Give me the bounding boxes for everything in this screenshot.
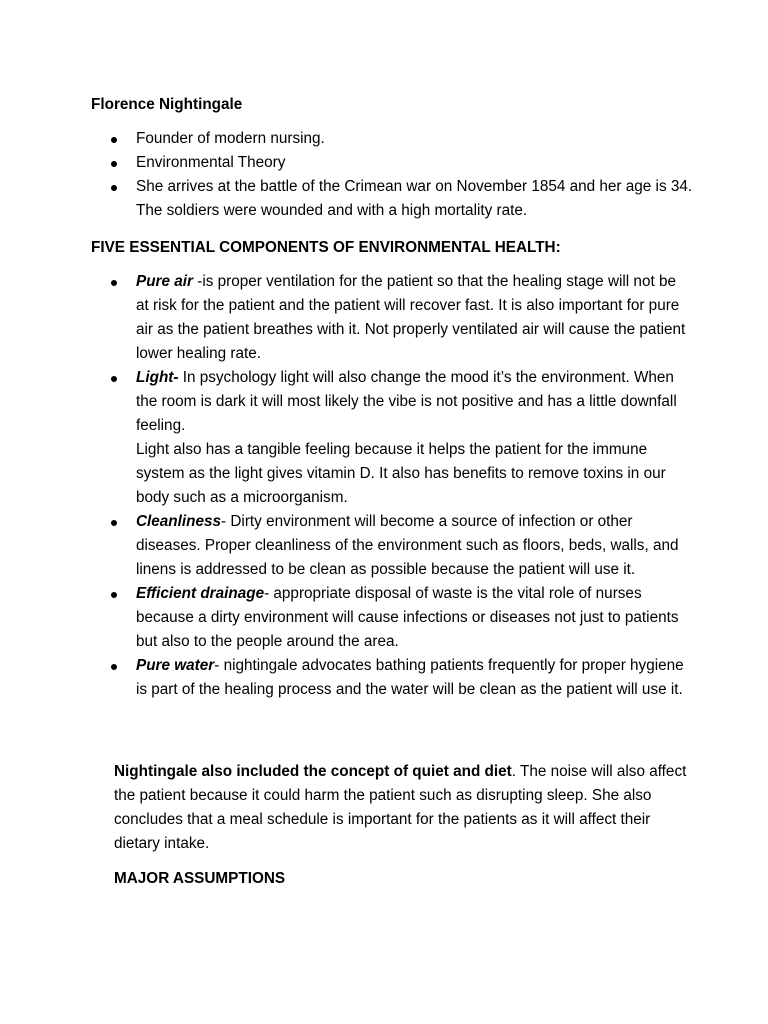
- list-item: [91, 127, 711, 151]
- component-term: Cleanliness: [136, 513, 222, 530]
- intro-bullet-list: [91, 127, 711, 223]
- bullet-icon: [111, 161, 117, 167]
- list-item: [91, 270, 691, 366]
- section-heading: FIVE ESSENTIAL COMPONENTS OF ENVIRONMENTAL HEALTH:: [91, 239, 561, 256]
- component-text: -is proper ventilation for the patient so that the healing stage will not be at risk for the patient and the patient will recover fast. It is also important for pure air as the patient breathes with it. Not properly ventilated air will cause the patient lower healing rate.: [136, 273, 686, 362]
- quiet-diet-text: . The noise will also affect the patient because it could harm the patient such as disrupting sleep. She also concludes that a meal schedule is important for the patients as it will affect their dietary intake.: [114, 763, 687, 852]
- bullet-icon: [111, 137, 117, 143]
- list-item: [91, 510, 691, 582]
- component-term: Efficient drainage: [136, 585, 265, 602]
- major-assumptions-heading: MAJOR ASSUMPTIONS: [114, 870, 286, 887]
- list-item: [91, 582, 691, 654]
- bullet-icon: [111, 592, 117, 598]
- component-term: Pure water: [136, 657, 215, 674]
- component-text: - nightingale advocates bathing patients frequently for proper hygiene is part of the healing process and the water will be clean as the patient will use it.: [136, 657, 684, 698]
- bullet-icon: [111, 520, 117, 526]
- bullet-icon: [111, 376, 117, 382]
- list-item: [91, 151, 711, 175]
- bullet-text: Environmental Theory: [136, 154, 286, 171]
- component-text: - Dirty environment will become a source of infection or other diseases. Proper cleanliness of the environment such as floors, beds, walls, and linens is addressed to be clean as possible because the patient will use it.: [136, 513, 679, 578]
- component-text: - appropriate disposal of waste is the vital role of nurses because a dirty environment will cause infections or diseases not just to patients but also to the people around the area.: [136, 585, 679, 650]
- bullet-icon: [111, 185, 117, 191]
- component-term: Light-: [136, 369, 179, 386]
- bullet-icon: [111, 664, 117, 670]
- component-term: Pure air: [136, 273, 193, 290]
- components-bullet-list: [91, 270, 691, 702]
- component-extra-text: Light also has a tangible feeling because it helps the patient for the immune system as the light gives vitamin D. It also has benefits to remove toxins in our body such as a microorganism.: [136, 441, 666, 506]
- bullet-text: She arrives at the battle of the Crimean war on November 1854 and her age is 34. The soldiers were wounded and with a high mortality rate.: [136, 178, 693, 219]
- bullet-text: Founder of modern nursing.: [136, 130, 325, 147]
- list-item: [91, 654, 691, 702]
- component-text: In psychology light will also change the mood it’s the environment. When the room is dark it will most likely the vibe is not positive and has a little downfall feeling.: [136, 369, 677, 434]
- document-title: Florence Nightingale: [91, 96, 243, 113]
- list-item: [91, 366, 691, 510]
- quiet-diet-paragraph: [114, 760, 694, 856]
- quiet-diet-lead: Nightingale also included the concept of quiet and diet: [114, 763, 512, 780]
- bullet-icon: [111, 280, 117, 286]
- list-item: [91, 175, 711, 223]
